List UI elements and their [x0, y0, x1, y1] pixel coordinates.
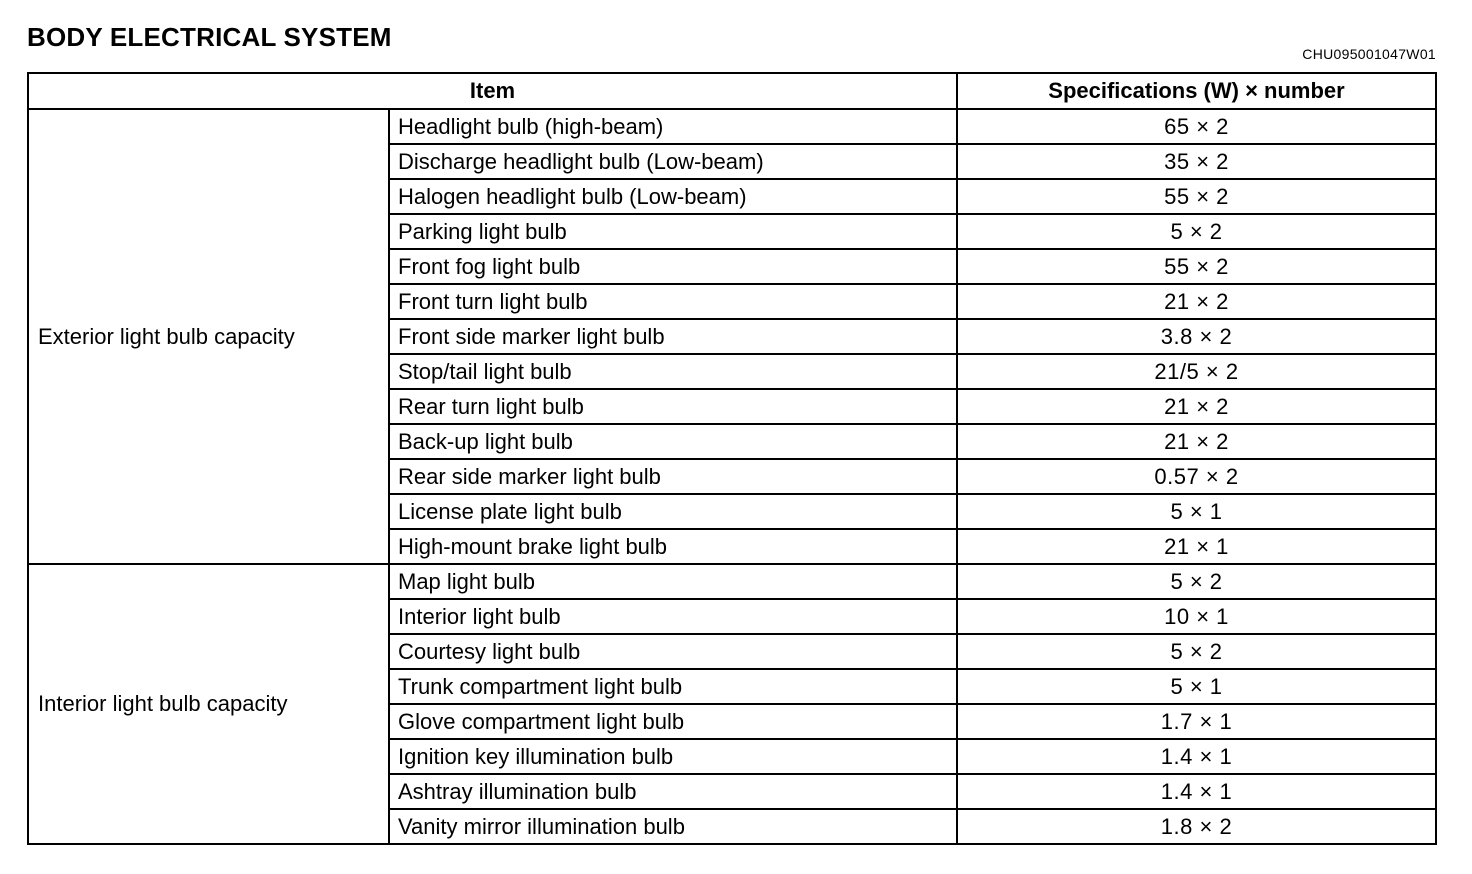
group-label: Interior light bulb capacity — [28, 564, 389, 844]
spec-value-cell: 21 × 2 — [957, 424, 1436, 459]
table-row — [28, 564, 1436, 599]
item-cell: Back-up light bulb — [389, 424, 957, 459]
item-cell: Trunk compartment light bulb — [389, 669, 957, 704]
group-label: Exterior light bulb capacity — [28, 109, 389, 564]
spec-value-cell: 1.7 × 1 — [957, 704, 1436, 739]
item-cell: Front side marker light bulb — [389, 319, 957, 354]
bulb-spec-table — [27, 72, 1437, 845]
item-cell: Ignition key illumination bulb — [389, 739, 957, 774]
item-cell: Glove compartment light bulb — [389, 704, 957, 739]
spec-value-cell: 5 × 2 — [957, 634, 1436, 669]
page-title: BODY ELECTRICAL SYSTEM — [27, 22, 392, 52]
spec-column-header: Specifications (W) × number — [957, 73, 1436, 109]
spec-value-cell: 65 × 2 — [957, 109, 1436, 144]
item-cell: Map light bulb — [389, 564, 957, 599]
item-cell: Discharge headlight bulb (Low-beam) — [389, 144, 957, 179]
item-cell: License plate light bulb — [389, 494, 957, 529]
spec-value-cell: 55 × 2 — [957, 179, 1436, 214]
spec-value-cell: 10 × 1 — [957, 599, 1436, 634]
spec-value-cell: 5 × 2 — [957, 214, 1436, 249]
spec-value-cell: 0.57 × 2 — [957, 459, 1436, 494]
table-body — [28, 109, 1436, 844]
item-cell: Ashtray illumination bulb — [389, 774, 957, 809]
item-cell: Vanity mirror illumination bulb — [389, 809, 957, 844]
spec-value-cell: 21 × 2 — [957, 284, 1436, 319]
spec-value-cell: 5 × 1 — [957, 494, 1436, 529]
item-cell: Stop/tail light bulb — [389, 354, 957, 389]
item-cell: Courtesy light bulb — [389, 634, 957, 669]
item-cell: Front turn light bulb — [389, 284, 957, 319]
item-column-header: Item — [28, 73, 957, 109]
spec-value-cell: 1.4 × 1 — [957, 739, 1436, 774]
spec-value-cell: 21 × 1 — [957, 529, 1436, 564]
item-cell: Parking light bulb — [389, 214, 957, 249]
item-cell: Rear turn light bulb — [389, 389, 957, 424]
spec-value-cell: 1.8 × 2 — [957, 809, 1436, 844]
spec-value-cell: 1.4 × 1 — [957, 774, 1436, 809]
item-cell: Rear side marker light bulb — [389, 459, 957, 494]
spec-value-cell: 55 × 2 — [957, 249, 1436, 284]
table-header-row — [28, 73, 1436, 109]
item-cell: High-mount brake light bulb — [389, 529, 957, 564]
document-code: CHU095001047W01 — [1302, 46, 1436, 62]
spec-value-cell: 5 × 1 — [957, 669, 1436, 704]
table-row — [28, 109, 1436, 144]
item-cell: Halogen headlight bulb (Low-beam) — [389, 179, 957, 214]
spec-value-cell: 21 × 2 — [957, 389, 1436, 424]
spec-value-cell: 5 × 2 — [957, 564, 1436, 599]
spec-value-cell: 3.8 × 2 — [957, 319, 1436, 354]
spec-value-cell: 21/5 × 2 — [957, 354, 1436, 389]
item-cell: Front fog light bulb — [389, 249, 957, 284]
spec-value-cell: 35 × 2 — [957, 144, 1436, 179]
item-cell: Interior light bulb — [389, 599, 957, 634]
item-cell: Headlight bulb (high-beam) — [389, 109, 957, 144]
